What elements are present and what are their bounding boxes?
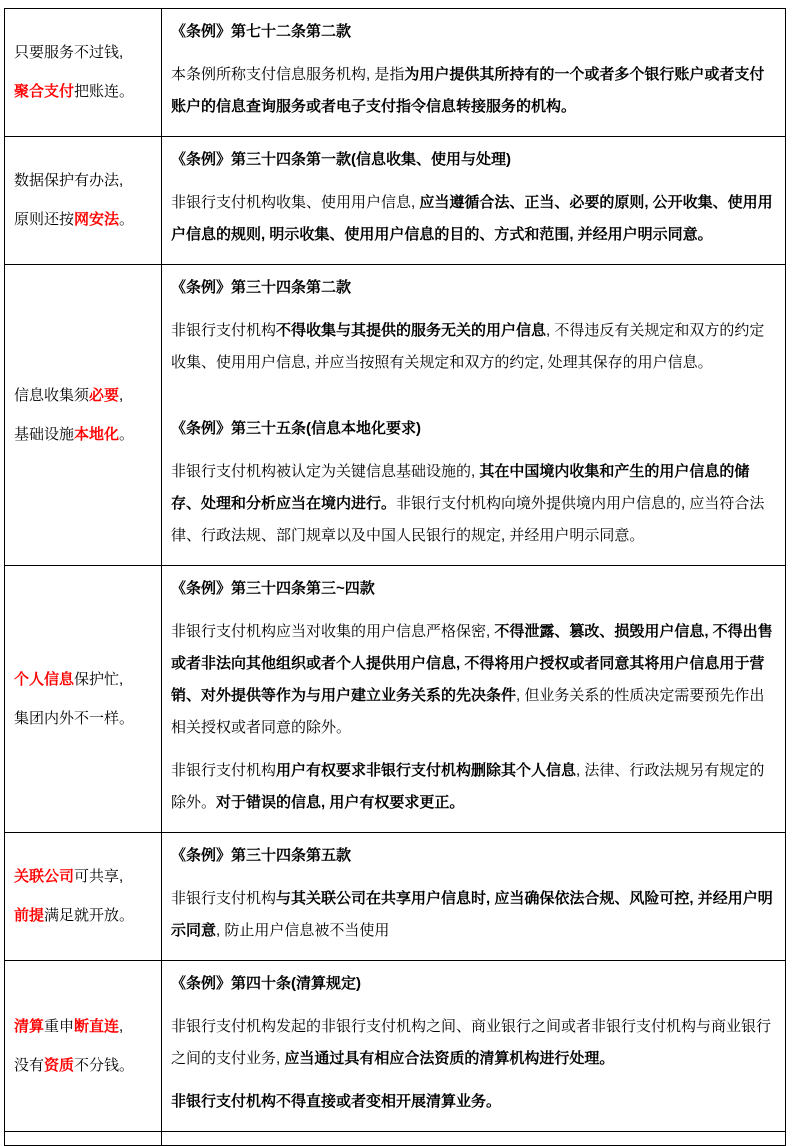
text-run: 《条例》第三十五条(信息本地化要求)	[171, 420, 421, 437]
text-run: 非银行支付机构向境外提供境内用户信息的, 应当符合法律、行政法规、部门规章以及中国人民银行的规定, 并经用户明示同意。	[171, 495, 765, 544]
text-run: 不得泄露、篡改、损毁用户信息, 不得出售或者非法向其他组织或者个人提供用户信息, 不得将用户授权或者同意其将用户信息用于营销、对外提供等作为与用户建立业务关系的先决条件	[171, 623, 773, 704]
mnemonic-line	[14, 203, 155, 237]
regulation-table-body	[5, 9, 786, 1146]
text-run: 对于错误的信息, 用户有权要求更正。	[216, 794, 465, 811]
text-run: 前提	[14, 907, 45, 924]
text-run: 重申	[44, 1017, 75, 1035]
text-run: 个人信息	[14, 670, 75, 688]
text-run: 数据保护有办法,	[14, 172, 124, 189]
regulation-paragraph	[171, 1011, 773, 1075]
table-row	[5, 1132, 786, 1146]
regulation-heading	[171, 16, 773, 48]
regulation-paragraph	[171, 1086, 773, 1118]
table-row	[5, 265, 786, 566]
text-run: 集团内外不一样。	[14, 709, 135, 727]
table-row	[5, 961, 786, 1132]
text-run: 非银行支付机构应当对收集的用户信息严格保密,	[171, 623, 495, 640]
regulation-paragraph	[171, 616, 773, 744]
text-run: 关联公司	[14, 868, 75, 885]
text-run: 为用户提供其所持有的一个或者多个银行账户或者支付账户的信息查询服务或者电子支付指令信息转接服务的机构。	[171, 66, 765, 115]
text-run: 《条例》第三十四条第三~四款	[171, 580, 375, 597]
text-run: 本条例所称支付信息服务机构, 是指	[171, 66, 405, 83]
regulation-paragraph	[171, 456, 773, 552]
text-run: 没有	[14, 1056, 45, 1074]
text-run: 断直连	[74, 1017, 120, 1035]
mnemonic-cell	[5, 833, 162, 961]
regulation-cell	[162, 137, 786, 265]
text-run: 把账连。	[74, 83, 135, 100]
text-run: , 法律、行政法规另有规定的除外。	[171, 762, 765, 811]
mnemonic-line	[14, 36, 155, 70]
regulation-paragraph	[171, 315, 773, 379]
regulation-paragraph	[171, 883, 773, 947]
text-run: 。	[119, 425, 135, 443]
regulation-table	[4, 8, 786, 1146]
text-run: 非银行支付机构	[171, 890, 277, 907]
mnemonic-line	[14, 702, 155, 736]
regulation-paragraph	[171, 59, 773, 123]
regulation-cell	[162, 1132, 786, 1146]
text-run: 非银行支付机构不得直接或者变相开展清算业务。	[171, 1093, 502, 1110]
table-row	[5, 833, 786, 961]
text-run: 非银行支付机构发起的非银行支付机构之间、商业银行之间或者非银行支付机构与商业银行之间的支付业务,	[171, 1018, 772, 1067]
table-row	[5, 137, 786, 265]
text-run: 非银行支付机构	[171, 322, 277, 339]
mnemonic-cell	[5, 961, 162, 1132]
text-run: 《条例》第七十二条第二款	[171, 23, 352, 40]
text-run: 应当遵循合法、正当、必要的原则, 公开收集、使用用户信息的规则, 明示收集、使用用户信息的目的、方式和范围, 并经用户明示同意。	[171, 194, 773, 243]
text-run: , 不得违反有关规定和双方的约定收集、使用用户信息, 并应当按照有关规定和双方的约定, 处理其保存的用户信息。	[171, 322, 765, 371]
text-run: 本地化	[74, 425, 120, 443]
text-run: 聚合支付	[14, 83, 75, 100]
text-run: 。	[119, 211, 135, 228]
mnemonic-line	[14, 663, 155, 697]
text-run: 不得收集与其提供的服务无关的用户信息	[276, 322, 547, 339]
text-run: 应当通过具有相应合法资质的清算机构进行处理。	[284, 1050, 615, 1067]
regulation-cell	[162, 265, 786, 566]
text-run: 《条例》第三十四条第一款(信息收集、使用与处理)	[171, 151, 511, 168]
text-run: , 防止用户信息被不当使用	[216, 922, 390, 939]
mnemonic-line	[14, 164, 155, 198]
mnemonic-line	[14, 418, 155, 452]
text-run: 非银行支付机构被认定为关键信息基础设施的,	[171, 463, 480, 480]
mnemonic-cell	[5, 566, 162, 833]
text-run: 《条例》第三十四条第五款	[171, 847, 352, 864]
text-run: 满足就开放。	[44, 907, 135, 924]
regulation-paragraph	[171, 187, 773, 251]
regulation-heading	[171, 968, 773, 1000]
mnemonic-line	[14, 860, 155, 894]
text-run: 非银行支付机构收集、使用用户信息,	[171, 194, 420, 211]
mnemonic-line	[14, 899, 155, 933]
text-run: 信息收集须	[14, 386, 90, 404]
regulation-cell	[162, 9, 786, 137]
regulation-heading	[171, 272, 773, 304]
document-body	[4, 8, 786, 1146]
text-run: ,	[119, 386, 124, 404]
text-run: 不分钱。	[74, 1056, 135, 1074]
regulation-heading	[171, 144, 773, 176]
paragraph-spacer	[171, 390, 773, 411]
regulation-cell	[162, 961, 786, 1132]
text-run: 用户有权要求非银行支付机构删除其个人信息	[276, 762, 577, 779]
text-run: 清算	[14, 1017, 45, 1035]
text-run: 《条例》第四十条(清算规定)	[171, 975, 361, 992]
text-run: 网安法	[74, 211, 120, 228]
mnemonic-cell	[5, 9, 162, 137]
text-run: 与其关联公司在共享用户信息时, 应当确保依法合规、风险可控, 并经用户明示同意	[171, 890, 773, 939]
mnemonic-cell	[5, 137, 162, 265]
text-run: 《条例》第三十四条第二款	[171, 279, 352, 296]
regulation-heading	[171, 413, 773, 445]
text-run: 非银行支付机构	[171, 762, 277, 779]
text-run: 其在中国境内收集和产生的用户信息的储存、处理和分析应当在境内进行。	[171, 463, 750, 512]
regulation-heading	[171, 840, 773, 872]
mnemonic-cell	[5, 1132, 162, 1146]
text-run: 只要服务不过钱,	[14, 44, 124, 61]
mnemonic-line	[14, 379, 155, 413]
mnemonic-line	[14, 1049, 155, 1083]
text-run: 保护忙,	[74, 670, 124, 688]
mnemonic-line	[14, 75, 155, 109]
text-run: 资质	[44, 1056, 75, 1074]
text-run: , 但业务关系的性质决定需要预先作出相关授权或者同意的除外。	[171, 687, 765, 736]
regulation-cell	[162, 566, 786, 833]
regulation-heading	[171, 573, 773, 605]
regulation-cell	[162, 833, 786, 961]
text-run: 基础设施	[14, 425, 75, 443]
table-row	[5, 566, 786, 833]
text-run: 必要	[89, 386, 120, 404]
regulation-paragraph	[171, 755, 773, 819]
text-run: 原则还按	[14, 211, 75, 228]
table-row	[5, 9, 786, 137]
mnemonic-line	[14, 1010, 155, 1044]
text-run: ,	[119, 1017, 124, 1035]
text-run: 可共享,	[74, 868, 124, 885]
mnemonic-cell	[5, 265, 162, 566]
